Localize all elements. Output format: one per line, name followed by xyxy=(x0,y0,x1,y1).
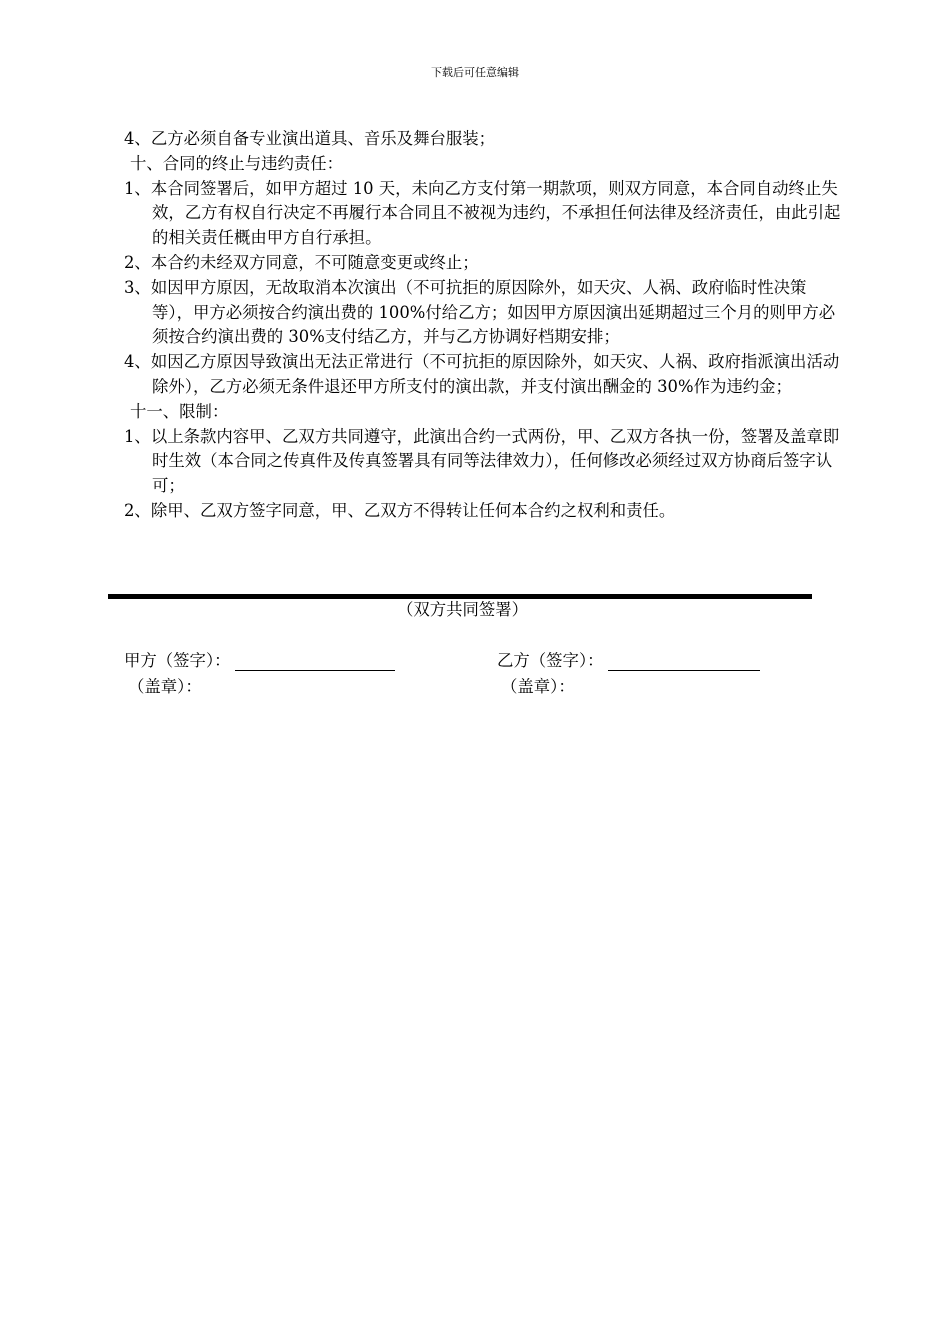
section-10-heading: 十、合同的终止与违约责任： xyxy=(130,153,344,173)
party-a-signature xyxy=(124,649,395,673)
party-b-seal-label: （盖章）： xyxy=(501,677,575,696)
clause-10-4: 4、如因乙方原因导致演出无法正常进行（不可抗拒的原因除外，如天灾、人祸、政府指派演出活动除外），乙方必须无条件退还甲方所支付的演出款，并支付演出酬金的 30%作为违约金； xyxy=(124,352,840,396)
clause-10-2: 2、本合约未经双方同意，不可随意变更或终止； xyxy=(124,252,479,272)
page-header-caption: 下载后可任意编辑 xyxy=(431,66,519,79)
cosign-label: （双方共同签署） xyxy=(396,600,529,619)
clause-10-3: 3、如因甲方原因，无故取消本次演出（不可抗拒的原因除外，如天灾、人祸、政府临时性决策等），甲方必须按合约演出费的 100%付给乙方；如因甲方原因演出延期超过三个月的则甲方必须按合约演出费的 30%支付结乙方，并与乙方协调好档期安排； xyxy=(124,277,836,347)
party-b-signature xyxy=(497,649,760,673)
contract-body xyxy=(124,127,844,524)
clause-11-2: 2、除甲、乙双方签字同意，甲、乙双方不得转让任何本合约之权利和责任。 xyxy=(124,500,676,520)
party-b-signature-line[interactable] xyxy=(608,670,760,671)
party-a-signature-line[interactable] xyxy=(235,670,395,671)
clause-10-1: 1、本合同签署后，如甲方超过 10 天，未向乙方支付第一期款项，则双方同意，本合同自动终止失效，乙方有权自行决定不再履行本合同且不被视为违约，不承担任何法律及经济责任，由此引起的相关责任概由甲方自行承担。 xyxy=(124,178,841,248)
section-11-heading: 十一、限制： xyxy=(130,401,229,421)
party-a-seal-label: （盖章）： xyxy=(128,677,202,696)
clause-11-1: 1、以上条款内容甲、乙双方共同遵守，此演出合约一式两份，甲、乙双方各执一份，签署及盖章即时生效（本合同之传真件及传真签署具有同等法律效力），任何修改必须经过双方协商后签字认可； xyxy=(124,426,840,496)
clause-9-4: 4、乙方必须自备专业演出道具、音乐及舞台服装； xyxy=(124,129,496,148)
party-a-sign-label: 甲方（签字）： xyxy=(124,651,231,670)
party-b-sign-label: 乙方（签字）： xyxy=(497,651,604,670)
